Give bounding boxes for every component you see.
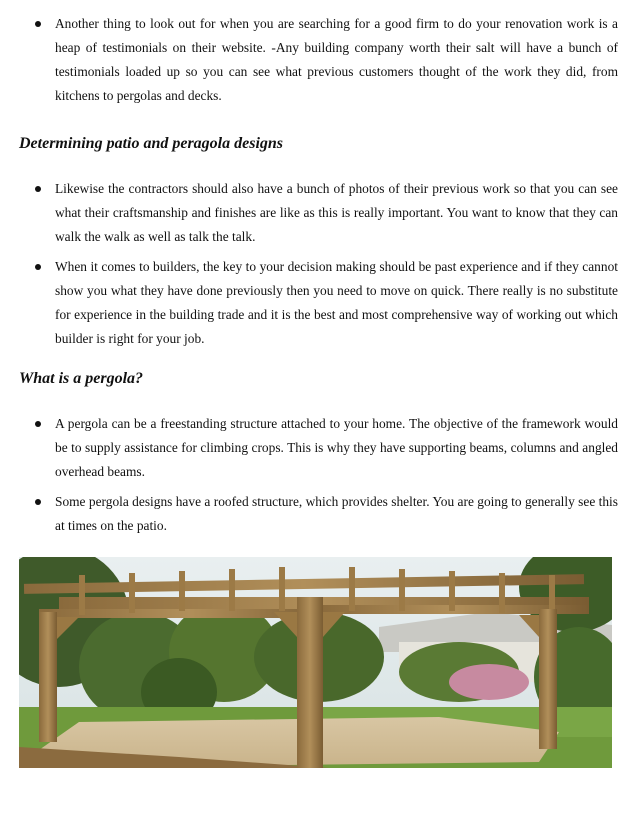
bullet-icon xyxy=(35,264,41,270)
list-item xyxy=(0,255,638,351)
list-item-text: Some pergola designs have a roofed structure, which provides shelter. You are going to generally see this at times on the patio. xyxy=(55,494,618,533)
list-item xyxy=(0,490,638,538)
section-heading-patio-designs: Determining patio and peragola designs xyxy=(19,135,284,152)
pergola-photo xyxy=(19,557,612,768)
bullet-list-pergola xyxy=(0,412,638,544)
list-item xyxy=(0,412,638,484)
list-item-text: When it comes to builders, the key to your decision making should be past experience and if they cannot show you what they have done previously then you need to move on quick. There really is no substitute for experience in the building trade and it is the best and most comprehensive way of working out which builder is right for your job. xyxy=(55,259,618,346)
bullet-icon xyxy=(35,186,41,192)
bullet-icon xyxy=(35,421,41,427)
list-item-text: A pergola can be a freestanding structure attached to your home. The objective of the framework would be to supply assistance for climbing crops. This is why they have supporting beams, columns and angled overhead beams. xyxy=(55,416,618,479)
list-item-text: Another thing to look out for when you are searching for a good firm to do your renovation work is a heap of testimonials on their website. -Any building company worth their salt will have a bunch of testimonials loaded up so you can see what previous customers thought of the work they did, from kitchens to pergolas and decks. xyxy=(55,16,618,103)
list-item xyxy=(0,177,638,249)
bullet-list-testimonials xyxy=(0,12,638,114)
list-item-text: Likewise the contractors should also have a bunch of photos of their previous work so that you can see what their craftsmanship and finishes are like as this is really important. You want to know that they can walk the walk as well as talk the talk. xyxy=(55,181,618,244)
bullet-list-contractors xyxy=(0,177,638,357)
section-heading-what-is-pergola: What is a pergola? xyxy=(19,370,144,387)
pergola-illustration xyxy=(19,557,612,768)
bullet-icon xyxy=(35,499,41,505)
bullet-icon xyxy=(35,21,41,27)
list-item xyxy=(0,12,638,108)
